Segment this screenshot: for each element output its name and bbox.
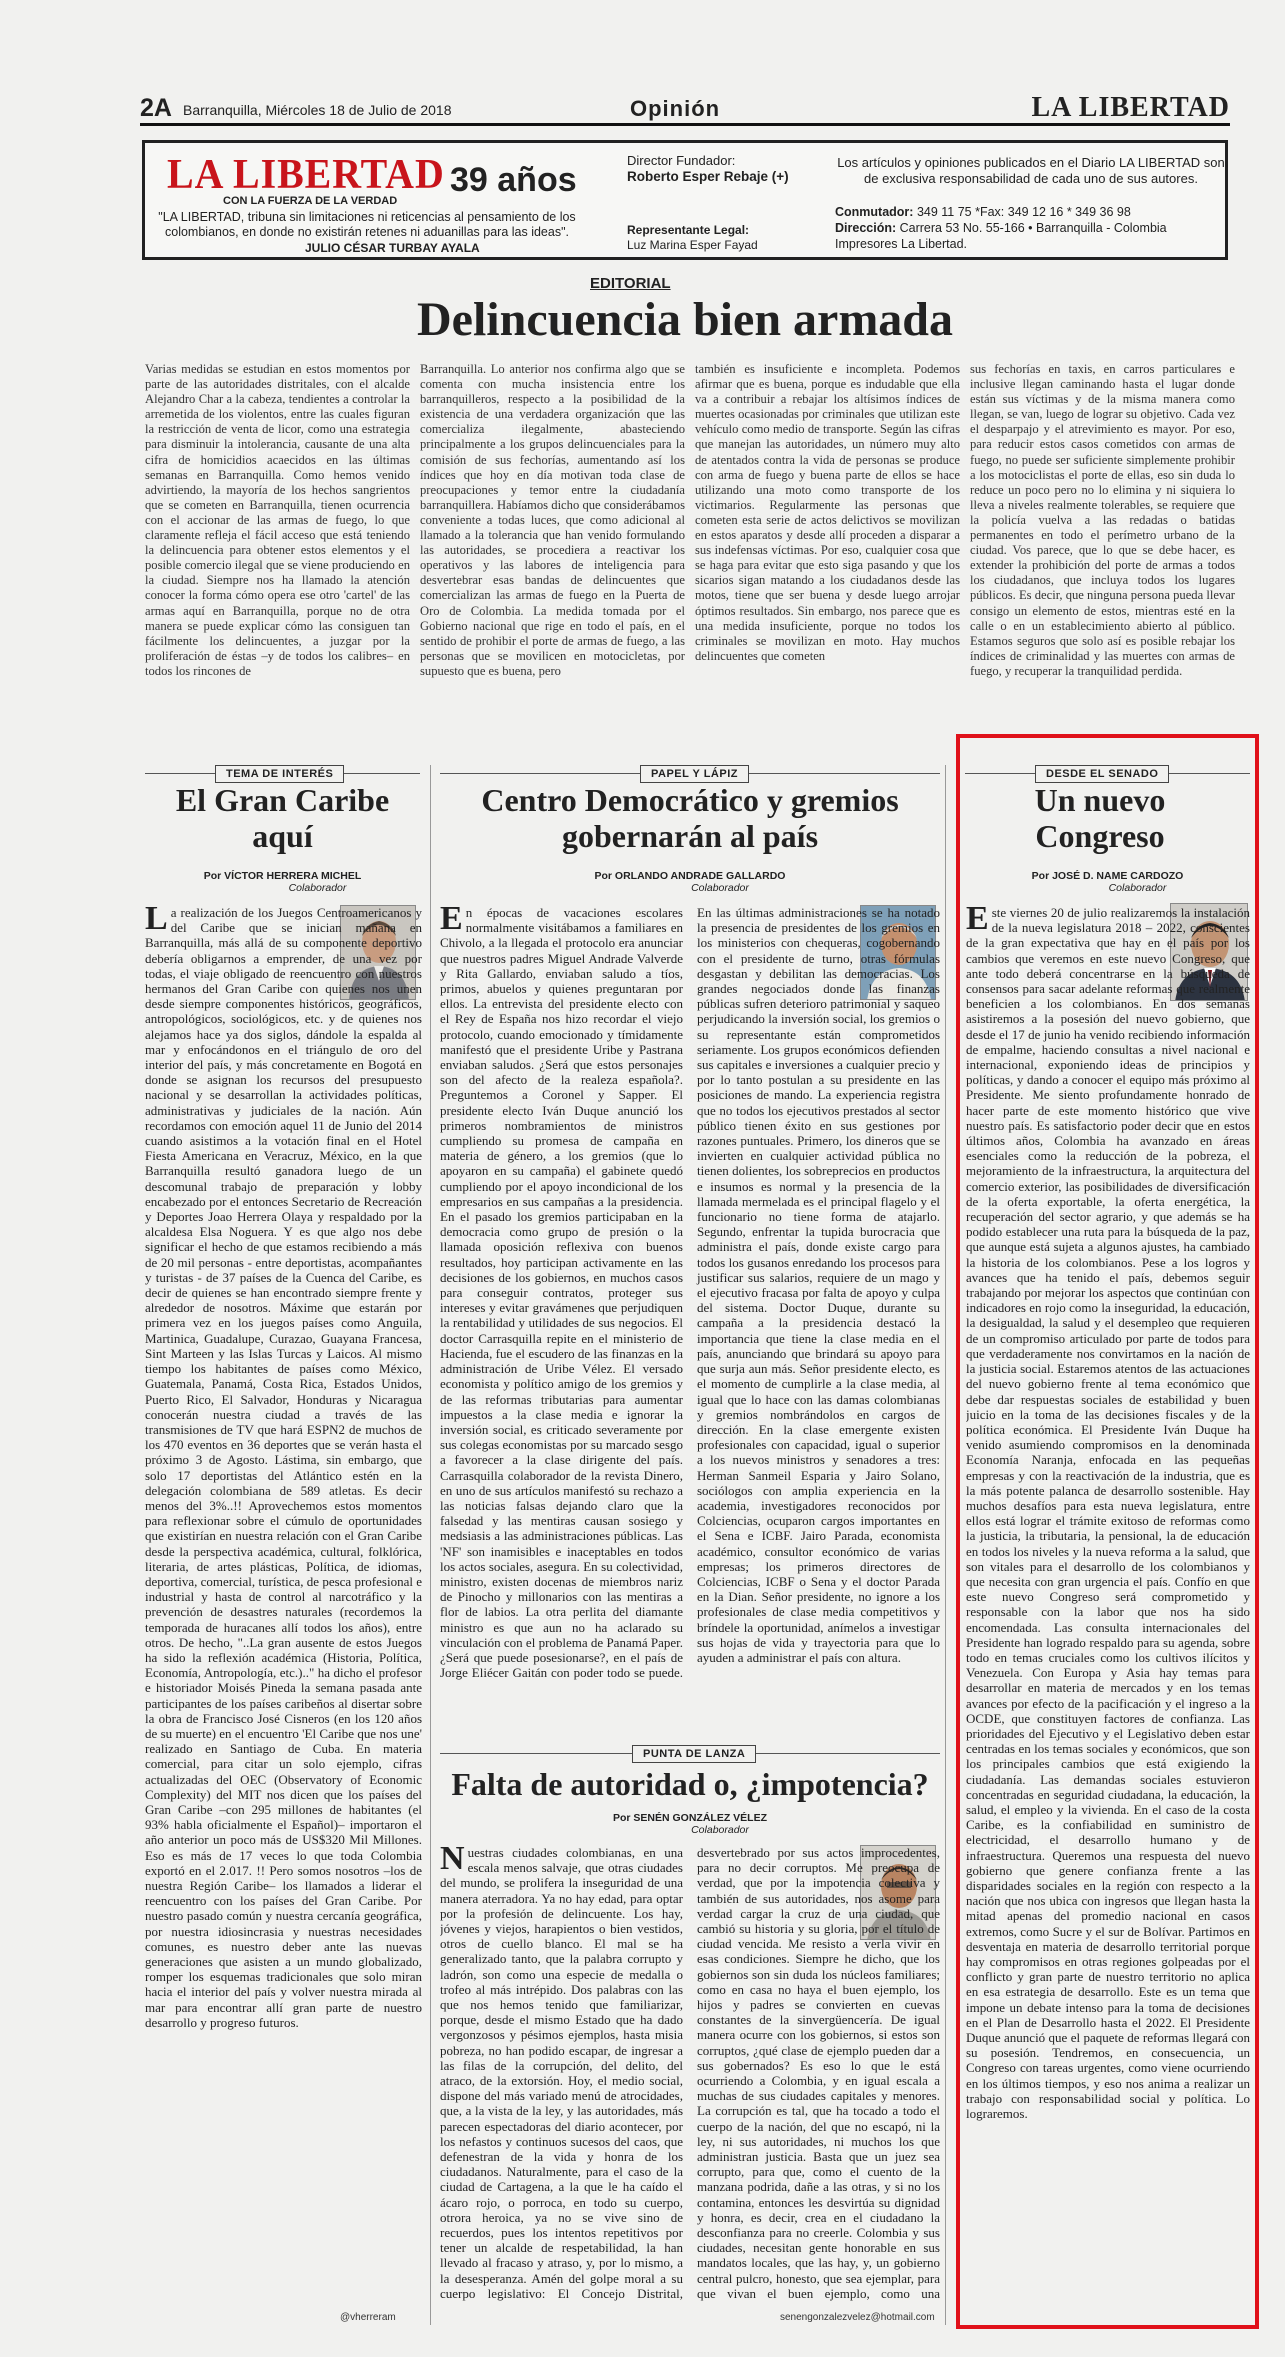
- article-center-dropcap: E: [440, 905, 463, 937]
- editorial-headline: Delincuencia bien armada: [417, 293, 953, 346]
- dateline: Barranquilla, Miércoles 18 de Julio de 2018: [183, 102, 452, 118]
- section-name: Opinión: [630, 96, 721, 121]
- address-line: [835, 221, 1167, 235]
- phone-label: Conmutador:: [835, 205, 914, 219]
- article-right-dropcap: E: [966, 905, 989, 937]
- article-left-tag: TEMA DE INTERÉS: [215, 765, 344, 783]
- article-left-role: Colaborador: [288, 882, 347, 894]
- editorial-column-3: también es insuficiente e incompleta. Podemos afirmar que es buena, porque es indudable que ella va a contribuir a rebajar los altísimos índices de muertes ocasionadas por criminales que utilizan este vehículo como medio de transporte. Según las cifras que manejan las autoridades, un número muy alto de atentados contra la vida de personas se produce con arma de fuego y buena parte de ellos se hace utilizando una moto como transporte de los victimarios. Regularmente las personas que cometen esta serie de actos delictivos se movilizan en estos aparatos y desde allí proceden a disparar a sus indefensas víctimas. Por eso, cualquier cosa que se haga para evitar que esto siga pasando y que los sicarios sigan matando a los ciudadanos desde las motos, tiene que ser buena y desde luego arrojar óptimos resultados. Sin embargo, nos parece que es una medida insuficiente, porque no todos los criminales se movilizan en moto. Hay muchos delincuentes que cometen: [695, 362, 960, 663]
- address-label: Dirección:: [835, 221, 897, 235]
- article-left-text: a realización de los Juegos Centroamericanos y del Caribe que se inician mañana en Barranquilla, más allá de su componente deportivo debería obligarnos a emprender, de una vez por todas, el viaje obligado de reencuentro con nuestros hermanos del Gran Caribe con quienes nos unen desde siempre componentes históricos, geográficos, antropológicos, sociológicos, etc. y de quienes nos alejamos hace ya dos siglos, dándole la espalda al mar y enfocándonos en el triángulo de oro del interior del país, y más concretamente en Bogotá en donde se asignan los recursos del presupuesto nacional y se desarrollan la actividades políticas, administrativas y judiciales de la nación. Aún recordamos con emoción aquel 11 de Junio del 2014 cuando asistimos a la votación final en el Hotel Fiesta Americana en Veracruz, México, en la que Barranquilla resultó ganadora luego de un descomunal trabajo de preparación y lobby encabezado por el entonces Secretario de Recreación y Deportes Joao Herrera Olaya y respaldado por la alcaldesa Elsa Noguera. Y es que algo nos debe significar el hecho de que estamos recibiendo a más de 20 mil personas - entre deportistas, acompañantes y turistas - de 37 países de la Cuenca del Caribe, es decir de quienes se han encontrado siempre frente y alrededor de nosotros. Máxime que estarán por primera vez en los juegos países como Anguila, Martinica, Guadalupe, Curazao, Guayana Francesa, Sint Marteen y las Islas Turcas y Laicos. Al mismo tiempo los habitantes de países como México, Guatemala, Panamá, Costa Rica, Estados Unidos, Puerto Rico, El Salvador, Honduras y Nicaragua conocerán nuestra ciudad a través de las transmisiones de TV que hará ESPN2 de muchos de los 470 eventos en 36 deportes que se verán hasta el próximo 3 de Agosto. Lástima, sin embargo, que solo 17 deportistas del Atlántico estén en la delegación colombiana de 589 atletas. Es decir menos del 3%..!! Aprovechemos estos momentos para reflexionar sobre el cúmulo de oportunidades que existirían en nuestra relación con el Gran Caribe desde la perspectiva académica, cultural, folklórica, literaria, de artes plásticas, Política, de idiomas, deportiva, comercial, turística, de pesca profesional e industrial y hasta de control al narcotráfico y la prevención de desastres naturales (recordemos la temporada de huracanes allí todos los años), entre otros. De hecho, "..La gran ausente de estos Juegos ha sido la reflexión académica (Historia, Política, Economía, Antropología, etc.).." ha dicho el profesor e historiador Moisés Pineda la semana pasada ante participantes de los países caribeños al disertar sobre la obra de Francisco José Cisneros (en los 120 años de su muerte) en el encuentro 'El Caribe que nos une' realizado en Santiago de Cuba. En materia comercial, para citar un solo ejemplo, cifras actualizadas del OEC (Observatory of Economic Complexity) del MIT nos dicen que los países del Gran Caribe –con 295 millones de habitantes (el 93% habla oficialmente el Español)– importaron el año anterior un poco más de US$320 Mil Millones. Eso es más de 17 veces lo que toda Colombia exportó en el 2.017. !! Pero somos nosotros –los de nuestra Región Caribe– los llamados a liderar el reencuentro con los países del Gran Caribe. Por nuestro pasado común y nuestra cercanía geográfica, por nuestra idiosincrasia y nuestras necesidades comunes, es nuestro deber ante las nuevas generaciones que asisten a un mundo globalizado, romper los esquemas tradicionales que solo miran hacia el interior del país y volver nuestra mirada al mar para encontrar allí gran parte de nuestro desarrollo y progreso futuros.: [145, 905, 422, 2030]
- editorial-kicker: EDITORIAL: [590, 275, 671, 292]
- article-right-body: [966, 905, 1250, 2315]
- phone-value: 349 11 75 *Fax: 349 12 16 * 349 36 98: [916, 205, 1131, 219]
- slogan: CON LA FUERZA DE LA VERDAD: [223, 195, 398, 207]
- article-bottom-body: [440, 1845, 940, 2307]
- article-left-byline: Por VÍCTOR HERRERA MICHEL: [203, 870, 362, 882]
- printer-line: Impresores La Libertad.: [835, 237, 968, 251]
- page-number: 2A: [140, 94, 172, 122]
- article-center-title: Centro Democrático y gremios gobernarán al país: [481, 782, 899, 854]
- article-bottom-dropcap: N: [440, 1845, 465, 1877]
- director-label: Director Fundador:: [627, 153, 736, 168]
- article-center-text: n épocas de vacaciones escolares normalmente visitábamos a familiares en Chivolo, a la llegada el protocolo era anunciar que nuestros padres Miguel Andrade Valverde y Rita Gallardo, enviaban saludo a tíos, primos, abuelos y quienes preguntaran por ellos. La entrevista del presidente electo con el Rey de España nos hizo recordar el viejo protocolo, cuando emocionado y tímidamente manifestó que el presidente Uribe y Pastrana enviaban saludos. ¿Será que estos personajes son del afecto de la realeza española?. Preguntemos a Coronel y Sapper. El presidente electo Iván Duque anunció los primeros nombramientos de ministros cumpliendo su promesa de campaña en materia de género, a los gremios (que lo apoyaron en su campaña) el gabinete quedó cumpliendo por el apoyo incondicional de los empresarios en sus campañas a la presidencia. En el pasado los gremios participaban en la democracia como grupo de presión o la llamada oposición reflexiva con buenos resultados, hoy participan activamente en las decisiones de los gobiernos, en muchos casos para conseguir contratos, proteger sus intereses y evitar gravámenes que perjudiquen la rentabilidad y utilidades de sus negocios. El doctor Carrasquilla repite en el ministerio de Hacienda, fue el escudero de las finanzas en la administración de Uribe Vélez. El versado economista y político amigo de los gremios y de las reformas tributarias para aumentar impuestos a la clase media e ignorar la inversión social, es criticado severamente por sus colegas economistas por su marcado sesgo a favorecer a la clase dirigente del país. Carrasquilla colaborador de la revista Dinero, en uno de sus artículos manifestó su rechazo a las noticias falsas dejando claro que la falsedad y las mentiras causan sosiego y medsiasis a las administraciones públicas. Las 'NF' son inamisibles e inaceptables en todos los actos sociales, asegura. En su colectividad, ministro, existen docenas de miembros nariz de Pinocho y millonarios con las mentiras a flor de labios. La otra perlita del diamante ministro es que aun no ha aclarado su vinculación con el problema de Panamá Paper. ¿Será que puede posesionarse?, en el país de Jorge Eliécer Gaitán con poder todo se puede. En las últimas administraciones se ha notado la presencia de presidentes de los gremios en los ministerios con chequeras, cogobernando con el presidente de turno, otras fórmulas desgastan y debilitan las democracias. Los grandes negociados donde las finanzas públicas sufren deterioro patrimonial y saqueo perjudicando la inversión social, los gremios o su representante están comprometidos seriamente. Los grupos económicos defienden sus capitales e inversiones a cualquier precio y por lo tanto postulan a su presidente en las posiciones de mando. La experiencia registra que no todos los ejecutivos prestados al sector público tienen éxito en sus gestiones por razones puntuales. Primero, los dineros que se invierten en cualquier actividad pública no tienen dolientes, los sobreprecios en productos e insumos es normal y la presencia de la llamada mermelada es el principal flagelo y el funcionario no tiene forma de atajarlo. Segundo, enfrentar la tupida burocracia que administra el país, donde existe cargo para todos los gusanos enredando los procesos para justificar sus salarios, requiere de un mago y el ejecutivo fracasa por falta de apoyo y culpa del sistema. Doctor Duque, durante su campaña a la presidencia destacó la importancia que tiene la clase media en el país, anunciando que brindará su apoyo para que surja aun más. Señor presidente electo, es el momento de cumplirle a la clase media, al igual que lo hace con las damas colombianas y gremios nombrándolos en cargos de dirección. En la clase emergente existen profesionales con capacidad, igual o superior a los nuevos ministros y senadores a tres: Herman Sanmeil Esparia y Jairo Solano, sociólogos con amplia experiencia en la academia, investigadores reconocidos por Colciencias, ocuparon cargos importantes en el Sena e ICBF. Jairo Parada, economista académico, consultor económico de varias empresas; los primeros directores de Colciencias, ICBF o Sena y el doctor Parada en la Dian. Señor presidente, no ignore a los profesionales de clase media competitivos y bríndele la oportunidad, anímelos a investigar sus hojas de vida y trayectoria para que lo ayuden a administrar el país con altura.: [440, 905, 940, 1681]
- article-left-title: El Gran Caribe aquí: [175, 782, 390, 854]
- legal-label: Representante Legal:: [627, 223, 750, 237]
- quote-author: JULIO CÉSAR TURBAY AYALA: [305, 241, 480, 255]
- article-right-byline: Por JOSÉ D. NAME CARDOZO: [1031, 870, 1184, 882]
- article-bottom-role: Colaborador: [691, 1824, 749, 1836]
- editorial-column-2: Barranquilla. Lo anterior nos confirma algo que se comenta con mucha insistencia entre los barranquilleros, respecto a la posibilidad de la existencia de una verdadera organización que las comercializa ilegalmente, abasteciendo principalmente a los grupos delincuenciales para la comisión de sus fechorías, aumentando así los índices que hoy en día motivan toda clase de preocupaciones y temor entre la ciudadanía barranquillera. Habíamos dicho que considerábamos conveniente a todas luces, que como adicional al llamado a la tolerancia que han venido formulando las autoridades, se procediera a reactivar los operativos y las labores de inteligencia para desvertebrar esas bandas de delincuentes que comercializan las armas de fuego en la Puerta de Oro de Colombia. La medida tomada por el Gobierno nacional que rige en todo el país, en el sentido de prohibir el porte de armas de fuego, a las personas que se movilicen en motocicletas, por supuesto que es buena, pero: [420, 362, 685, 678]
- column-divider: [430, 765, 431, 2325]
- editorial-column-1: Varias medidas se estudian en estos momentos por parte de las autoridades distritales, con el alcalde Alejandro Char a la cabeza, tendientes a controlar la arremetida de los violentos, entre las cuales figuran la restricción de venta de licor, como una estrategia para disminuir la intolerancia, causante de una alta cifra de homicidios acaecidos en las últimas semanas en Barranquilla. Como hemos venido advirtiendo, la mayoría de los hechos sangrientos que se cometen en Barranquilla, tienen ocurrencia con el accionar de las armas de fuego, lo que claramente refleja el fácil acceso que está teniendo la delincuencia para obtener estos elementos y el posible comercio ilegal que se viene produciendo en la ciudad. Siempre nos ha llamado la atención conocer la forma cómo opera ese otro 'cartel' de las armas aquí en Barranquilla, porque no de otra manera se puede explicar cómo las consiguen tan fácilmente los delincuentes, a juzgar por la proliferación de éstas –y de todos los calibres– en todos los rincones de: [145, 362, 410, 678]
- disclaimer-note: Los artículos y opiniones publicados en el Diario LA LIBERTAD son de exclusiva responsabilidad de cada uno de sus autores.: [837, 155, 1225, 186]
- article-center-body: [440, 905, 940, 1745]
- article-left-signature: @vherreram: [340, 2312, 396, 2323]
- address-value: Carrera 53 No. 55-166 • Barranquilla - Colombia: [899, 221, 1167, 235]
- article-left-body: [145, 905, 422, 2305]
- article-left-dropcap: L: [145, 905, 168, 937]
- article-center-tag: PAPEL Y LÁPIZ: [640, 765, 749, 783]
- article-right-text: ste viernes 20 de julio realizaremos la instalación de la nueva legislatura 2018 – 2022, conscientes de la gran expectativa que hay en el país por los cambios que veremos en este nuevo Congreso, que ante todo deberá concentrarse en la búsqueda de consensos para sacar adelante reformas que realmente beneficien a los colombianos. En dos semanas asistiremos a la posesión del nuevo gobierno, que desde el 17 de junio ha venido recibiendo información de empalme, haciendo consultas a nivel nacional e internacional, exponiendo ideas de principios y políticas, y dando a conocer el equipo más próximo al Presidente. Me siento profundamente honrado de hacer parte de este momento histórico que vive nuestro país. Es satisfactorio poder decir que en estos últimos años, Colombia ha avanzado en áreas esenciales como la reducción de la pobreza, el mejoramiento de la infraestructura, la arquitectura del comercio exterior, las posibilidades de diversificación de la oferta exportable, la oferta energética, la recuperación del sector agrario, y que además se ha podido establecer una ruta para la búsqueda de la paz, que aunque está sujeta a algunos ajustes, ha cambiado la historia de los colombianos. Pese a los logros y avances que ha tenido el país, debemos seguir trabajando por mejorar los aspectos que continúan con indicadores en rojo como la inseguridad, la educación, la desigualdad, la salud y el desempleo que requieren de un compromiso articulado por parte de todos para que verdaderamente nos convirtamos en la nación de la justicia social. Estaremos atentos de las actuaciones del nuevo gobierno frente al tema económico que debe dar respuestas sociales de estabilidad y buen juicio en la toma de las decisiones fiscales y de la política económica. El Presidente Iván Duque ha venido asumiendo compromisos en la denominada Economía Naranja, enfocada en las pequeñas empresas y con la reactivación de la industria, que es la más potente palanca de desarrollo sostenible. Hay muchos desafíos para esta nueva legislatura, entre ellos está lograr el trámite exitoso de reformas como la justicia, la tributaria, la pensional, la de educación en todos los niveles y la nueva reforma a la salud, que son vitales para el desarrollo de los colombianos y que necesita con gran urgencia el país. Confío en que este nuevo Congreso será comprometido y responsable con la labor que nos ha sido encomendada. Las consulta internacionales del Presidente han logrado respaldo para su agenda, sobre todo en temas cruciales como los cultivos ilícitos y Venezuela. Con Europa y Asia hay temas para desarrollar en materia de mercados y en los temas avances por efecto de la pacificación y el ingreso a la OCDE, que constituyen factores de confianza. Las prioridades del Ejecutivo y el Legislativo deben estar centradas en los temas sociales y económicos, que son los principales cambios que está exigiendo la ciudadanía. Las demandas sociales estuvieron concentradas en seguridad ciudadana, la educación, la salud, el empleo y la vivienda. En el caso de la costa Caribe, es la confiabilidad en suministro de electricidad, el desarrollo humano y de infraestructura. Queremos una respuesta del nuevo gobierno que genere confianza frente a las disparidades sociales en la región con respecto a la nación que nos ubica con ingresos que llegan hasta la mitad apenas del promedio nacional en casos extremos, como Sucre y el sur de Bolívar. Partimos en desventaja en materia de desarrollo territorial porque hay compromisos en otras regiones golpeadas por el conflicto y gran parte de nuestro territorio no aplica en esa estrategia de desarrollo. Este es un tema que impone un debate intenso para la toma de decisiones en el Plan de Desarrollo hasta el 2022. El Presidente Duque anunció que el paquete de reformas llegará con su posesión. Tendremos, en consecuencia, un Congreso con tareas urgentes, como viene ocurriendo en los últimos tiempos, y eso nos anima a realizar un trabajo con responsabilidad social y política. Lo lograremos.: [966, 905, 1250, 2122]
- article-right-tag: DESDE EL SENADO: [1035, 765, 1169, 783]
- article-center-byline: Por ORLANDO ANDRADE GALLARDO: [594, 870, 786, 882]
- founder-quote: "LA LIBERTAD, tribuna sin limitaciones ni reticencias al pensamiento de los colombianos, en donde no existirán retenes ni aduanillas para las ideas".: [158, 210, 576, 239]
- page-header: [140, 92, 1230, 126]
- newspaper-logo: LA LIBERTAD: [167, 152, 445, 198]
- anniversary-years: 39 años: [450, 161, 577, 199]
- phone-line: [835, 205, 1131, 219]
- article-center-role: Colaborador: [691, 882, 749, 894]
- article-bottom-byline: Por SENÉN GONZÁLEZ VÉLEZ: [612, 1812, 767, 1824]
- legal-name: Luz Marina Esper Fayad: [627, 238, 758, 252]
- column-divider: [945, 765, 946, 2325]
- article-bottom-tag: PUNTA DE LANZA: [632, 1745, 756, 1763]
- header-brand: LA LIBERTAD: [1031, 92, 1230, 123]
- article-bottom-text: uestras ciudades colombianas, en una escala menos salvaje, que otras ciudades del mundo, se prolifera la inseguridad de una manera aterradora. Ya no hay edad, para optar por la profesión de delincuente. Los hay, jóvenes y viejos, harapientos o bien vestidos, otros de cuello blanco. El mal se ha generalizado tanto, que la palabra corrupto y ladrón, son como una especie de medalla o trofeo al más intrépido. Dos palabras con las que nos hemos tenido que familiarizar, porque, desde el mismo Estado que ha dado vergonzosos y pésimos ejemplos, hasta misia pobreza, no han podido escapar, de ingresar a las filas de la corrupción, del delito, del atraco, de la extorsión. Hoy, el medio social, dispone del más variado menú de atrocidades, que, a la vista de la ley, y las autoridades, más parecen espectadoras del diario acontecer, por los nefastos y continuos sucesos del caos, que defenestran de la vida y honra de los ciudadanos. Naturalmente, para el caso de la ciudad de Cartagena, a la que le ha caído el ácaro rojo, o porroca, en todo su cuerpo, otrora heroica, ya no se vive sino de recuerdos, pues los intentos repetitivos por tener un alcalde de respetabilidad, la han llevado al fracaso y atraso, y, por lo mismo, a la desesperanza. Amén del golpe moral a su cuerpo legislativo: El Concejo Distrital, desvertebrado por sus actos improcedentes, para no decir corruptos. Me preocupa de verdad, que por la impotencia colectiva y también de sus autoridades, nos asome para verdad cargar la cruz de una ciudad, que cambió su historia y su gloria, por el título de ciudad vencida. Me resisto a verla vivir en esas condiciones. Siempre he dicho, que los gobiernos son sin duda los núcleos familiares; como en casa no haya el buen ejemplo, los hijos y padres se convierten en cuevas constantes de la sinvergüencería. De igual manera ocurre con los gobiernos, si estos son corruptos, ¿qué clase de ejemplo pueden dar a sus gobernados? Es eso lo que le está ocurriendo a Colombia, y en igual escala a muchas de sus ciudades capitales y menores. La corrupción es tal, que ha tocado a todo el cuerpo de la nación, del que no escapó, ni la ley, ni sus autoridades, ni muchos los que administran justicia. Basta que un juez sea corrupto, para que, como el cuento de la manzana podrida, dañe a las otras, y si no los contamina, entonces les desvirtúa su dignidad y honra, es decir, crea en el ciudadano la desconfianza para no creerle. Colombia y sus ciudades, necesitan gente honorable en sus mandatos locales, que las hay, y, un gobierno central pulcro, honesto, que sea ejemplar, para que vivan el buen ejemplo, como una: [440, 1845, 940, 2301]
- article-right-role: Colaborador: [1108, 882, 1167, 894]
- director-name: Roberto Esper Rebaje (+): [627, 169, 789, 184]
- editorial-column-4: sus fechorías en taxis, en carros particulares e inclusive llegan caminando hasta el lugar donde están sus víctimas y de la misma manera como llegan, se van, luego de lograr su objetivo. Cada vez el desparpajo y el atrevimiento es mayor. Por eso, para reducir estos casos cometidos con armas de fuego, no puede ser suficiente simplemente prohibir a los motociclistas el porte de ellas, eso sin duda lo reduce un poco pero no lo elimina y ni siquiera lo lleva a niveles realmente tolerables, se requiere que la policía vuelva a las redadas o batidas permanentes en todo el perímetro urbano de la ciudad. Vos parece, que lo que se debe hacer, es extender la prohibición del porte de armas a todos los ciudadanos, que incluya todos los lugares públicos. Es decir, que ninguna persona pueda llevar consigo un elemento de estos, mientras esté en la calle o en un establecimiento abierto al público. Estamos seguros que solo así es posible rebajar los índices de criminalidad y las muertes con armas de fuego, y recuperar la tranquilidad perdida.: [970, 362, 1235, 678]
- article-bottom-signature: senengonzalezvelez@hotmail.com: [780, 2312, 935, 2323]
- article-right-title: Un nuevo Congreso: [1034, 782, 1166, 854]
- article-bottom-title: Falta de autoridad o, ¿impotencia?: [451, 1766, 929, 1802]
- masthead-box: [142, 140, 1228, 260]
